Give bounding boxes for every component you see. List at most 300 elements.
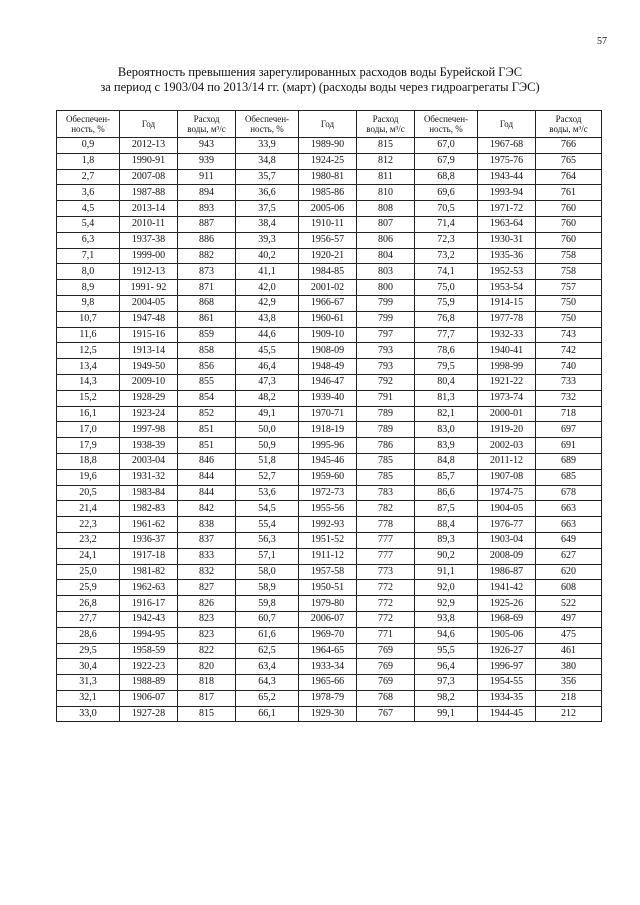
table-row <box>57 153 602 169</box>
cell-probability: 1,8 <box>57 153 120 169</box>
header-flow <box>178 111 236 138</box>
table-row <box>57 453 602 469</box>
flow-probability-table <box>56 110 602 722</box>
cell-flow: 791 <box>357 390 415 406</box>
cell-year: 1906-07 <box>120 690 178 706</box>
cell-probability: 74,1 <box>415 264 478 280</box>
cell-year: 1978-79 <box>299 690 357 706</box>
cell-flow: 785 <box>357 469 415 485</box>
cell-probability: 99,1 <box>415 706 478 722</box>
cell-year: 1960-61 <box>299 311 357 327</box>
cell-year: 1966-67 <box>299 295 357 311</box>
cell-year: 2009-10 <box>120 374 178 390</box>
cell-probability: 63,4 <box>236 659 299 675</box>
cell-probability: 0,9 <box>57 138 120 154</box>
header-probability <box>57 111 120 138</box>
cell-year: 1925-26 <box>478 596 536 612</box>
cell-flow: 868 <box>178 295 236 311</box>
cell-year: 1913-14 <box>120 343 178 359</box>
header-flow-line: Расход <box>372 114 399 124</box>
cell-year: 1972-73 <box>299 485 357 501</box>
table-row <box>57 422 602 438</box>
cell-probability: 88,4 <box>415 517 478 533</box>
cell-year: 1963-64 <box>478 216 536 232</box>
cell-flow: 766 <box>536 138 602 154</box>
cell-probability: 30,4 <box>57 659 120 675</box>
cell-year: 1948-49 <box>299 359 357 375</box>
cell-probability: 85,7 <box>415 469 478 485</box>
cell-probability: 90,2 <box>415 548 478 564</box>
table-row <box>57 706 602 722</box>
cell-flow: 678 <box>536 485 602 501</box>
cell-year: 1929-30 <box>299 706 357 722</box>
cell-probability: 79,5 <box>415 359 478 375</box>
cell-probability: 81,3 <box>415 390 478 406</box>
cell-flow: 854 <box>178 390 236 406</box>
cell-flow: 620 <box>536 564 602 580</box>
cell-probability: 33,0 <box>57 706 120 722</box>
cell-flow: 807 <box>357 216 415 232</box>
cell-year: 1991- 92 <box>120 280 178 296</box>
cell-flow: 777 <box>357 548 415 564</box>
cell-flow: 833 <box>178 548 236 564</box>
cell-year: 1927-28 <box>120 706 178 722</box>
cell-year: 1973-74 <box>478 390 536 406</box>
cell-year: 2005-06 <box>299 201 357 217</box>
table-row <box>57 438 602 454</box>
cell-probability: 17,0 <box>57 422 120 438</box>
cell-probability: 51,8 <box>236 453 299 469</box>
cell-year: 1968-69 <box>478 611 536 627</box>
cell-flow: 817 <box>178 690 236 706</box>
cell-year: 2006-07 <box>299 611 357 627</box>
cell-year: 2000-01 <box>478 406 536 422</box>
table-row <box>57 675 602 691</box>
cell-flow: 782 <box>357 501 415 517</box>
cell-flow: 218 <box>536 690 602 706</box>
cell-year: 1997-98 <box>120 422 178 438</box>
cell-probability: 37,5 <box>236 201 299 217</box>
cell-year: 1923-24 <box>120 406 178 422</box>
cell-year: 1939-40 <box>299 390 357 406</box>
table-row <box>57 216 602 232</box>
cell-year: 1919-20 <box>478 422 536 438</box>
cell-year: 1947-48 <box>120 311 178 327</box>
table-row <box>57 248 602 264</box>
cell-flow: 803 <box>357 264 415 280</box>
page-number: 57 <box>597 36 607 47</box>
cell-flow: 742 <box>536 343 602 359</box>
cell-probability: 24,1 <box>57 548 120 564</box>
table-row <box>57 264 602 280</box>
cell-flow: 882 <box>178 248 236 264</box>
cell-flow: 943 <box>178 138 236 154</box>
header-flow <box>357 111 415 138</box>
cell-flow: 786 <box>357 438 415 454</box>
table-row <box>57 374 602 390</box>
cell-flow: 772 <box>357 596 415 612</box>
cell-flow: 799 <box>357 295 415 311</box>
table-row <box>57 295 602 311</box>
table-row <box>57 390 602 406</box>
cell-year: 1922-23 <box>120 659 178 675</box>
table-row <box>57 232 602 248</box>
table-row <box>57 169 602 185</box>
cell-flow: 733 <box>536 374 602 390</box>
cell-probability: 61,6 <box>236 627 299 643</box>
cell-probability: 36,6 <box>236 185 299 201</box>
cell-flow: 811 <box>357 169 415 185</box>
cell-probability: 89,3 <box>415 532 478 548</box>
cell-flow: 799 <box>357 311 415 327</box>
cell-flow: 893 <box>178 201 236 217</box>
cell-flow: 743 <box>536 327 602 343</box>
cell-flow: 760 <box>536 201 602 217</box>
cell-year: 1944-45 <box>478 706 536 722</box>
title-line-2: за период с 1903/04 по 2013/14 гг. (март) (расходы воды через гидроагрегаты ГЭС) <box>100 80 540 94</box>
cell-probability: 91,1 <box>415 564 478 580</box>
cell-flow: 771 <box>357 627 415 643</box>
cell-flow: 844 <box>178 485 236 501</box>
cell-probability: 60,7 <box>236 611 299 627</box>
cell-flow: 783 <box>357 485 415 501</box>
cell-flow: 859 <box>178 327 236 343</box>
cell-year: 2011-12 <box>478 453 536 469</box>
cell-year: 1951-52 <box>299 532 357 548</box>
cell-flow: 822 <box>178 643 236 659</box>
cell-year: 1990-91 <box>120 153 178 169</box>
cell-flow: 852 <box>178 406 236 422</box>
cell-flow: 894 <box>178 185 236 201</box>
cell-flow: 380 <box>536 659 602 675</box>
cell-year: 1955-56 <box>299 501 357 517</box>
cell-probability: 56,3 <box>236 532 299 548</box>
cell-flow: 846 <box>178 453 236 469</box>
header-year-line: Год <box>141 119 156 129</box>
cell-year: 1975-76 <box>478 153 536 169</box>
cell-flow: 855 <box>178 374 236 390</box>
header-flow-line: воды, м³/с <box>366 124 405 134</box>
cell-probability: 97,3 <box>415 675 478 691</box>
cell-flow: 851 <box>178 422 236 438</box>
cell-flow: 939 <box>178 153 236 169</box>
cell-year: 1971-72 <box>478 201 536 217</box>
cell-year: 1999-00 <box>120 248 178 264</box>
table-row <box>57 201 602 217</box>
cell-flow: 773 <box>357 564 415 580</box>
cell-flow: 689 <box>536 453 602 469</box>
cell-probability: 9,8 <box>57 295 120 311</box>
cell-flow: 793 <box>357 343 415 359</box>
cell-probability: 65,2 <box>236 690 299 706</box>
table-row <box>57 611 602 627</box>
cell-flow: 793 <box>357 359 415 375</box>
cell-flow: 873 <box>178 264 236 280</box>
cell-probability: 10,7 <box>57 311 120 327</box>
cell-flow: 797 <box>357 327 415 343</box>
cell-year: 1952-53 <box>478 264 536 280</box>
cell-probability: 71,4 <box>415 216 478 232</box>
cell-probability: 44,6 <box>236 327 299 343</box>
cell-year: 1910-11 <box>299 216 357 232</box>
cell-year: 2012-13 <box>120 138 178 154</box>
cell-probability: 67,9 <box>415 153 478 169</box>
table-row <box>57 564 602 580</box>
cell-flow: 851 <box>178 438 236 454</box>
cell-flow: 663 <box>536 501 602 517</box>
cell-flow: 856 <box>178 359 236 375</box>
cell-flow: 522 <box>536 596 602 612</box>
cell-year: 1928-29 <box>120 390 178 406</box>
cell-flow: 772 <box>357 580 415 596</box>
cell-probability: 41,1 <box>236 264 299 280</box>
table-row <box>57 280 602 296</box>
table-row <box>57 501 602 517</box>
cell-probability: 16,1 <box>57 406 120 422</box>
cell-year: 1976-77 <box>478 517 536 533</box>
cell-probability: 33,9 <box>236 138 299 154</box>
cell-probability: 7,1 <box>57 248 120 264</box>
cell-probability: 32,1 <box>57 690 120 706</box>
cell-probability: 20,5 <box>57 485 120 501</box>
cell-probability: 22,3 <box>57 517 120 533</box>
cell-probability: 50,9 <box>236 438 299 454</box>
cell-flow: 697 <box>536 422 602 438</box>
cell-flow: 772 <box>357 611 415 627</box>
cell-probability: 31,3 <box>57 675 120 691</box>
header-flow-line: Расход <box>555 114 582 124</box>
cell-year: 1937-38 <box>120 232 178 248</box>
cell-flow: 911 <box>178 169 236 185</box>
cell-flow: 750 <box>536 295 602 311</box>
cell-year: 1993-94 <box>478 185 536 201</box>
cell-year: 1984-85 <box>299 264 357 280</box>
cell-year: 1981-82 <box>120 564 178 580</box>
cell-year: 1941-42 <box>478 580 536 596</box>
cell-year: 1949-50 <box>120 359 178 375</box>
cell-year: 1979-80 <box>299 596 357 612</box>
table-row <box>57 469 602 485</box>
cell-flow: 497 <box>536 611 602 627</box>
cell-probability: 67,0 <box>415 138 478 154</box>
cell-probability: 34,8 <box>236 153 299 169</box>
cell-probability: 82,1 <box>415 406 478 422</box>
cell-probability: 40,2 <box>236 248 299 264</box>
cell-probability: 13,4 <box>57 359 120 375</box>
cell-flow: 823 <box>178 611 236 627</box>
cell-probability: 92,9 <box>415 596 478 612</box>
cell-probability: 64,3 <box>236 675 299 691</box>
table-row <box>57 327 602 343</box>
header-year-line: Год <box>320 119 335 129</box>
cell-year: 1965-66 <box>299 675 357 691</box>
cell-probability: 5,4 <box>57 216 120 232</box>
cell-year: 1942-43 <box>120 611 178 627</box>
cell-flow: 769 <box>357 659 415 675</box>
cell-year: 1907-08 <box>478 469 536 485</box>
table-header-row <box>57 111 602 138</box>
cell-flow: 740 <box>536 359 602 375</box>
cell-probability: 23,2 <box>57 532 120 548</box>
cell-probability: 93,8 <box>415 611 478 627</box>
cell-probability: 8,9 <box>57 280 120 296</box>
cell-flow: 718 <box>536 406 602 422</box>
cell-flow: 861 <box>178 311 236 327</box>
cell-probability: 48,2 <box>236 390 299 406</box>
cell-probability: 57,1 <box>236 548 299 564</box>
cell-flow: 826 <box>178 596 236 612</box>
cell-flow: 844 <box>178 469 236 485</box>
cell-probability: 73,2 <box>415 248 478 264</box>
cell-year: 1903-04 <box>478 532 536 548</box>
cell-probability: 53,6 <box>236 485 299 501</box>
cell-year: 1962-63 <box>120 580 178 596</box>
cell-probability: 58,0 <box>236 564 299 580</box>
table-row <box>57 359 602 375</box>
cell-year: 1959-60 <box>299 469 357 485</box>
cell-flow: 858 <box>178 343 236 359</box>
cell-probability: 68,8 <box>415 169 478 185</box>
cell-probability: 39,3 <box>236 232 299 248</box>
header-flow-line: Расход <box>193 114 220 124</box>
cell-probability: 11,6 <box>57 327 120 343</box>
cell-flow: 356 <box>536 675 602 691</box>
cell-year: 1935-36 <box>478 248 536 264</box>
cell-year: 1954-55 <box>478 675 536 691</box>
cell-flow: 792 <box>357 374 415 390</box>
table-row <box>57 596 602 612</box>
cell-flow: 827 <box>178 580 236 596</box>
cell-year: 2002-03 <box>478 438 536 454</box>
cell-flow: 760 <box>536 216 602 232</box>
cell-probability: 3,6 <box>57 185 120 201</box>
cell-year: 1983-84 <box>120 485 178 501</box>
cell-flow: 789 <box>357 406 415 422</box>
cell-probability: 21,4 <box>57 501 120 517</box>
cell-year: 1989-90 <box>299 138 357 154</box>
cell-year: 1970-71 <box>299 406 357 422</box>
header-flow-line: воды, м³/с <box>187 124 226 134</box>
cell-flow: 815 <box>178 706 236 722</box>
cell-year: 1964-65 <box>299 643 357 659</box>
cell-year: 2007-08 <box>120 169 178 185</box>
cell-probability: 70,5 <box>415 201 478 217</box>
cell-flow: 608 <box>536 580 602 596</box>
cell-year: 1996-97 <box>478 659 536 675</box>
cell-year: 1936-37 <box>120 532 178 548</box>
cell-year: 1943-44 <box>478 169 536 185</box>
cell-probability: 77,7 <box>415 327 478 343</box>
cell-year: 1932-33 <box>478 327 536 343</box>
cell-flow: 842 <box>178 501 236 517</box>
header-probability <box>415 111 478 138</box>
cell-year: 1938-39 <box>120 438 178 454</box>
cell-year: 1998-99 <box>478 359 536 375</box>
cell-probability: 96,4 <box>415 659 478 675</box>
cell-flow: 627 <box>536 548 602 564</box>
cell-flow: 475 <box>536 627 602 643</box>
cell-year: 2008-09 <box>478 548 536 564</box>
cell-probability: 76,8 <box>415 311 478 327</box>
cell-flow: 886 <box>178 232 236 248</box>
cell-probability: 45,5 <box>236 343 299 359</box>
cell-year: 1967-68 <box>478 138 536 154</box>
cell-year: 1930-31 <box>478 232 536 248</box>
document-title <box>0 65 640 95</box>
cell-year: 1953-54 <box>478 280 536 296</box>
cell-probability: 47,3 <box>236 374 299 390</box>
cell-probability: 18,8 <box>57 453 120 469</box>
cell-probability: 75,0 <box>415 280 478 296</box>
header-year <box>120 111 178 138</box>
cell-flow: 820 <box>178 659 236 675</box>
cell-probability: 55,4 <box>236 517 299 533</box>
cell-probability: 38,4 <box>236 216 299 232</box>
cell-year: 2004-05 <box>120 295 178 311</box>
cell-flow: 758 <box>536 264 602 280</box>
cell-year: 1931-32 <box>120 469 178 485</box>
cell-year: 1945-46 <box>299 453 357 469</box>
cell-probability: 17,9 <box>57 438 120 454</box>
cell-probability: 84,8 <box>415 453 478 469</box>
cell-year: 1917-18 <box>120 548 178 564</box>
cell-probability: 69,6 <box>415 185 478 201</box>
cell-probability: 25,0 <box>57 564 120 580</box>
cell-probability: 26,8 <box>57 596 120 612</box>
table-row <box>57 627 602 643</box>
cell-year: 1956-57 <box>299 232 357 248</box>
cell-probability: 27,7 <box>57 611 120 627</box>
cell-year: 1992-93 <box>299 517 357 533</box>
cell-year: 1911-12 <box>299 548 357 564</box>
cell-probability: 80,4 <box>415 374 478 390</box>
cell-probability: 6,3 <box>57 232 120 248</box>
cell-year: 1905-06 <box>478 627 536 643</box>
table-row <box>57 659 602 675</box>
cell-probability: 2,7 <box>57 169 120 185</box>
header-probability-line: Обеспечен- <box>423 114 469 124</box>
header-probability-line: ность, % <box>71 124 105 134</box>
cell-year: 2001-02 <box>299 280 357 296</box>
cell-year: 1950-51 <box>299 580 357 596</box>
cell-probability: 54,5 <box>236 501 299 517</box>
cell-probability: 46,4 <box>236 359 299 375</box>
cell-year: 1987-88 <box>120 185 178 201</box>
cell-flow: 871 <box>178 280 236 296</box>
table-row <box>57 643 602 659</box>
cell-year: 1977-78 <box>478 311 536 327</box>
cell-year: 1918-19 <box>299 422 357 438</box>
cell-flow: 758 <box>536 248 602 264</box>
cell-probability: 12,5 <box>57 343 120 359</box>
cell-year: 1926-27 <box>478 643 536 659</box>
cell-probability: 42,9 <box>236 295 299 311</box>
cell-probability: 95,5 <box>415 643 478 659</box>
table-row <box>57 343 602 359</box>
cell-probability: 94,6 <box>415 627 478 643</box>
cell-probability: 86,6 <box>415 485 478 501</box>
table-row <box>57 690 602 706</box>
cell-probability: 59,8 <box>236 596 299 612</box>
header-year-line: Год <box>499 119 514 129</box>
cell-year: 1920-21 <box>299 248 357 264</box>
cell-flow: 212 <box>536 706 602 722</box>
cell-year: 1914-15 <box>478 295 536 311</box>
cell-year: 1908-09 <box>299 343 357 359</box>
cell-year: 1982-83 <box>120 501 178 517</box>
cell-probability: 42,0 <box>236 280 299 296</box>
cell-probability: 66,1 <box>236 706 299 722</box>
